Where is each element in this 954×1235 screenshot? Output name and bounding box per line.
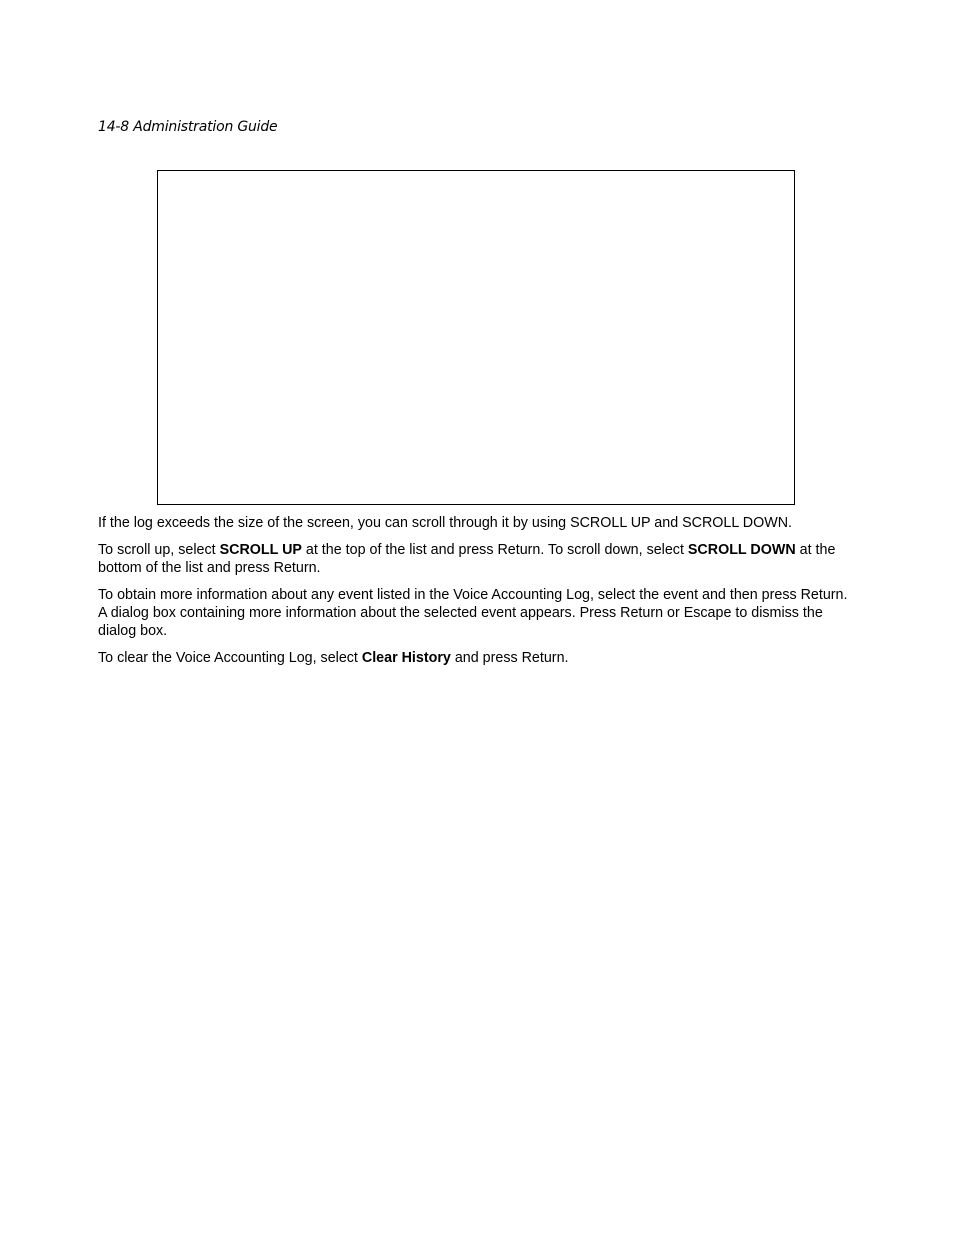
text-run: To clear the Voice Accounting Log, select <box>98 650 362 666</box>
paragraph-clear-history <box>98 649 854 667</box>
running-header: 14-8 Administration Guide <box>98 119 278 135</box>
scroll-down-term: SCROLL DOWN <box>687 542 796 558</box>
paragraph-event-details: To obtain more information about any event listed in the Voice Accounting Log, select the event and then press Return. A dialog box containing more information about the selected event appears. Press Return or Escape to dismiss the dialog box. <box>98 587 848 639</box>
scroll-up-term: SCROLL UP <box>219 542 302 558</box>
screenshot-figure-frame <box>157 170 795 505</box>
paragraph-scroll-overview: If the log exceeds the size of the screen, you can scroll through it by using SCROLL UP and SCROLL DOWN. <box>98 515 792 531</box>
clear-history-term: Clear History <box>361 650 451 666</box>
body-text <box>98 514 854 676</box>
text-run: at the top of the list and press Return. To scroll down, select <box>301 542 688 558</box>
text-run: at the bottom of the list and press Return. <box>98 542 836 576</box>
text-run: and press Return. <box>450 650 569 666</box>
paragraph-scroll-instructions <box>98 541 854 577</box>
text-run: To scroll up, select <box>98 542 220 558</box>
